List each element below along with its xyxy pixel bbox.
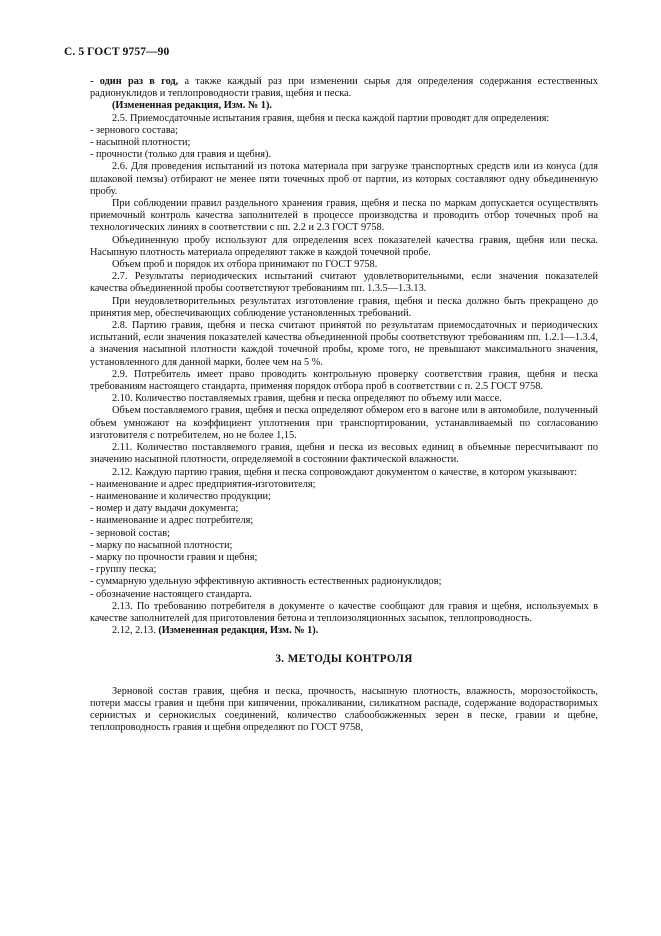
list-item: - наименование и адрес предприятия-изготовителя; xyxy=(90,478,316,490)
paragraph-2-7-b: При неудовлетворительных результатах изготовление гравия, щебня и песка должно быть прекращено до принятия мер, обеспечивающих соблюдение установленных требований. xyxy=(90,295,598,319)
list-item: - прочности (только для гравия и щебня). xyxy=(90,149,272,161)
list-item: - суммарную удельную эффективную активность естественных радионуклидов; xyxy=(90,576,442,588)
amendment-note: (Измененная редакция, Изм. № 1). xyxy=(112,100,272,112)
paragraph-intro xyxy=(90,76,598,100)
paragraph-2-10-b: Объем поставляемого гравия, щебня и песка определяют обмером его в вагоне или в автомобиле, полученный объем умножают на коэффициент уплотнения при транспортировании, устанавливаемый по согласованию изготовителя с потребителем, но не более 1,15. xyxy=(90,405,598,441)
paragraph-2-11: 2.11. Количество поставляемого гравия, щебня и песка из весовых единиц в объемные пересчитывают по значению насыпной плотности, определяемой в состоянии фактической влажности. xyxy=(90,442,598,466)
page-header: С. 5 ГОСТ 9757—90 xyxy=(64,46,170,58)
paragraph-2-13: 2.13. По требованию потребителя в документе о качестве сообщают для гравия и щебня, используемых в качестве заполнителей для приготовления бетона и теплоизоляционных засыпок, теплопроводность. xyxy=(90,600,598,624)
paragraph-2-6-c: Объединенную пробу используют для определения всех показателей качества гравия, щебня или песка. Насыпную плотность материала определяют также в каждой точечной пробе. xyxy=(90,234,598,258)
list-item: - марку по насыпной плотности; xyxy=(90,539,233,551)
paragraph-2-6-b: При соблюдении правил раздельного хранения гравия, щебня и песка по маркам допускается осуществлять приемочный контроль качества заполнителей в процессе производства и проводить отбор точечных проб на технологических линиях в соответствии с пп. 2.2 и 2.3 ГОСТ 9758. xyxy=(90,198,598,234)
document-body xyxy=(90,76,598,734)
paragraph-2-12: 2.12. Каждую партию гравия, щебня и песка сопровождают документом о качестве, в котором указывают: xyxy=(112,466,578,478)
list-item: - группу песка; xyxy=(90,564,157,576)
list-item: - зернового состава; xyxy=(90,124,178,136)
intro-bold-text: - один раз в год, xyxy=(90,76,179,87)
list-item: - насыпной плотности; xyxy=(90,137,191,149)
list-item: - наименование и количество продукции; xyxy=(90,490,271,502)
list-item: - обозначение настоящего стандарта. xyxy=(90,588,252,600)
paragraph-2-5: 2.5. Приемосдаточные испытания гравия, щебня и песка каждой партии проводят для определения: xyxy=(112,112,550,124)
intro-text: а также каждый раз при изменении сырья для определения содержания естественных радионуклидов и теплопроводности гравия, щебня и песка. xyxy=(90,76,598,100)
amendment-bold: (Измененная редакция, Изм. № 1). xyxy=(158,625,319,637)
paragraph-2-7: 2.7. Результаты периодических испытаний считают удовлетворительными, если значения показателей качества объединенной пробы соответствуют требованиям пп. 1.3.5—1.3.13. xyxy=(90,271,598,295)
paragraph-2-6-d: Объем проб и порядок их отбора принимают по ГОСТ 9758. xyxy=(112,259,378,271)
paragraph-2-9: 2.9. Потребитель имеет право проводить контрольную проверку соответствия гравия, щебня и песка требованиям настоящего стандарта, применяя порядок отбора проб в соответствии с п. 2.5 ГОСТ 9758. xyxy=(90,368,598,393)
list-item: - марку по прочности гравия и щебня; xyxy=(90,551,258,563)
paragraph-3: Зерновой состав гравия, щебня и песка, прочность, насыпную плотность, влажность, морозостойкость, потери массы гравия и щебня при кипячении, прокаливании, силикатном распаде, содержание водорастворимых сернистых и сернокислых соединений, количество слабообожженных зерен в песке, гравии и щебне, теплопроводность гравия и щебня определяют по ГОСТ 9758, xyxy=(90,685,598,734)
amendment-ref: 2.12, 2.13. xyxy=(112,625,159,637)
paragraph-2-8: 2.8. Партию гравия, щебня и песка считают принятой по результатам приемосдаточных и периодических испытаний, если значения показателей качества объединенной пробы соответствуют требованиям пп. 1.2.1—1.3.4, а значения насыпной плотности каждой точечной пробы, кроме того, не превышают максимального значения, установленного для данной марки, более чем на 5 %. xyxy=(90,320,598,368)
list-item: - номер и дату выдачи документа; xyxy=(90,503,239,515)
list-item: - наименование и адрес потребителя; xyxy=(90,515,254,527)
amendment-note-2 xyxy=(90,625,598,637)
list-item: - зерновой состав; xyxy=(90,527,170,539)
paragraph-2-10: 2.10. Количество поставляемых гравия, щебня и песка определяют по объему или массе. xyxy=(112,393,502,405)
paragraph-2-6: 2.6. Для проведения испытаний из потока материала при загрузке транспортных средств или из конуса (для шлаковой пемзы) отбирают не менее пяти точечных проб от партии, из которых составляют одну объединенную пробу. xyxy=(90,161,598,197)
section-title: 3. МЕТОДЫ КОНТРОЛЯ xyxy=(275,653,413,666)
